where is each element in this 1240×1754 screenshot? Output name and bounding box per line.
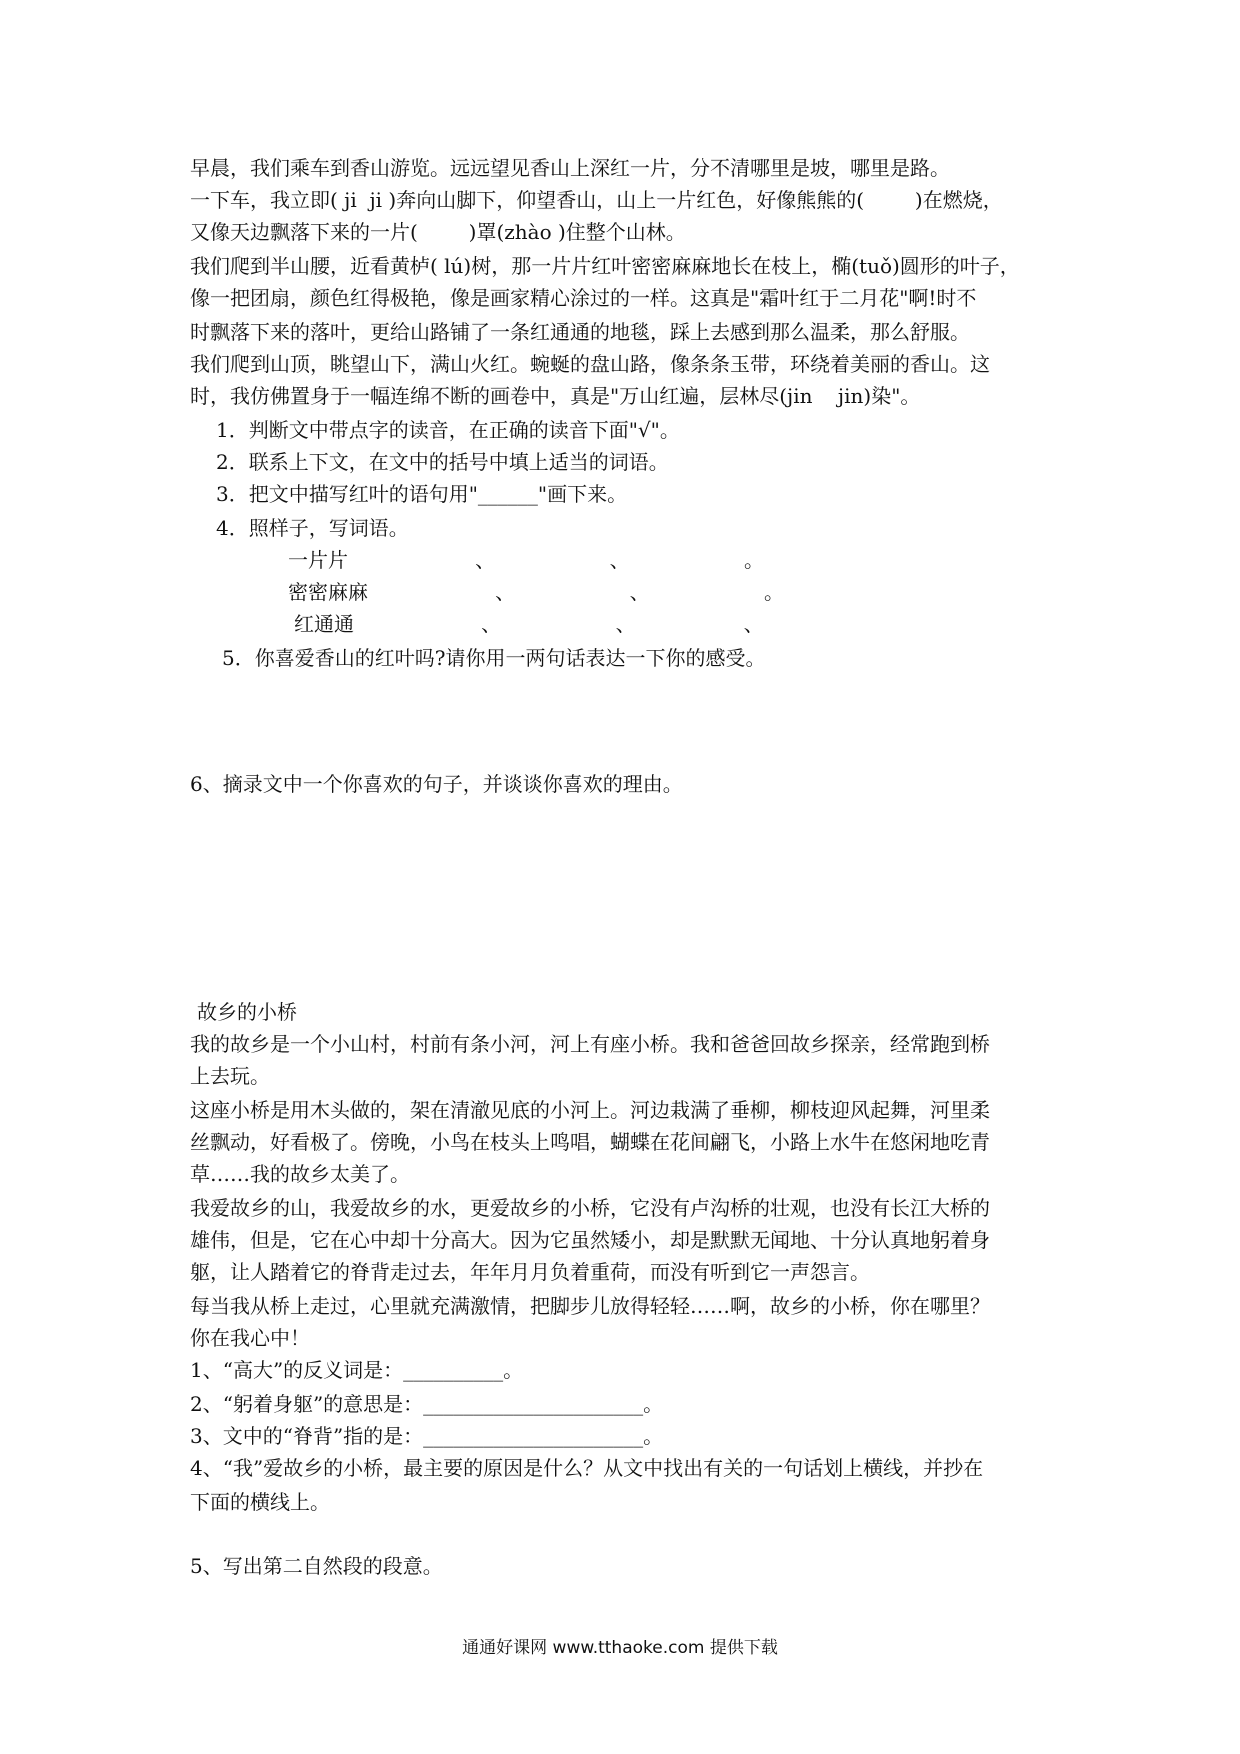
- page-footer: 通通好课网 www.tthaoke.com 提供下载: [462, 1638, 778, 1658]
- passage2-line-1: 我的故乡是一个小山村，村前有条小河，河上有座小桥。我和爸爸回故乡探亲，经常跑到桥: [190, 1032, 990, 1056]
- word-pattern-hongtongtong: 红通通 、 、 、: [294, 612, 764, 636]
- passage1-line-6: 时飘落下来的落叶，更给山路铺了一条红通通的地毯，踩上去感到那么温柔，那么舒服。: [190, 320, 970, 344]
- passage2-question-2: 2、“躬着身躯”的意思是：______________________。: [190, 1392, 664, 1416]
- passage2-title: 故乡的小桥: [197, 1000, 297, 1024]
- passage2-line-5: 草……我的故乡太美了。: [190, 1162, 410, 1186]
- word-pattern-yipianpian: 一片片 、 、 。: [288, 548, 765, 572]
- passage2-line-7: 雄伟，但是，它在心中却十分高大。因为它虽然矮小，却是默默无闻地、十分认真地躬着身: [190, 1228, 990, 1252]
- passage1-question-3: 3．把文中描写红叶的语句用"______"画下来。: [216, 482, 628, 506]
- passage2-line-9: 每当我从桥上走过，心里就充满激情，把脚步儿放得轻轻……啊，故乡的小桥，你在哪里？: [190, 1294, 990, 1318]
- passage2-line-2: 上去玩。: [190, 1064, 270, 1088]
- passage2-question-3: 3、文中的“脊背”指的是：______________________。: [190, 1424, 664, 1448]
- passage1-line-5: 像一把团扇，颜色红得极艳，像是画家精心涂过的一样。这真是"霜叶红于二月花"啊!时不: [190, 286, 977, 310]
- passage2-line-8: 躯，让人踏着它的脊背走过去，年年月月负着重荷，而没有听到它一声怨言。: [190, 1260, 870, 1284]
- passage2-line-3: 这座小桥是用木头做的，架在清澈见底的小河上。河边栽满了垂柳，柳枝迎风起舞，河里柔: [190, 1098, 990, 1122]
- passage1-question-6: 6、摘录文中一个你喜欢的句子，并谈谈你喜欢的理由。: [190, 772, 683, 796]
- passage1-question-1: 1．判断文中带点字的读音，在正确的读音下面"√"。: [216, 418, 680, 442]
- word-pattern-mimimama: 密密麻麻 、 、 。: [288, 580, 785, 604]
- passage1-line-1: 早晨，我们乘车到香山游览。远远望见香山上深红一片，分不清哪里是坡，哪里是路。: [190, 156, 950, 180]
- passage2-line-4: 丝飘动，好看极了。傍晚，小鸟在枝头上鸣唱，蝴蝶在花间翩飞，小路上水牛在悠闲地吃青: [190, 1130, 990, 1154]
- passage1-line-3: 又像天边飘落下来的一片( )罩(zhào )住整个山林。: [190, 220, 686, 244]
- passage1-line-7: 我们爬到山顶，眺望山下，满山火红。蜿蜒的盘山路，像条条玉带，环绕着美丽的香山。这: [190, 352, 990, 376]
- passage2-line-10: 你在我心中！: [190, 1326, 310, 1350]
- passage1-line-8: 时，我仿佛置身于一幅连绵不断的画卷中，真是"万山红遍，层林尽(jin jin)染"。: [190, 384, 921, 408]
- passage1-question-4: 4．照样子，写词语。: [216, 516, 409, 540]
- passage1-question-5: 5．你喜爱香山的红叶吗?请你用一两句话表达一下你的感受。: [222, 646, 766, 670]
- passage1-line-2: 一下车，我立即( ji ji )奔向山脚下，仰望香山，山上一片红色，好像熊熊的( )在燃烧，: [190, 188, 1003, 212]
- passage2-question-5: 5、写出第二自然段的段意。: [190, 1554, 443, 1578]
- passage2-question-4: 4、“我”爱故乡的小桥，最主要的原因是什么？从文中找出有关的一句话划上横线，并抄在: [190, 1456, 984, 1480]
- passage2-question-1: 1、“高大”的反义词是：__________。: [190, 1358, 524, 1382]
- passage1-question-2: 2．联系上下文，在文中的括号中填上适当的词语。: [216, 450, 669, 474]
- passage2-question-4-cont: 下面的横线上。: [190, 1490, 330, 1514]
- passage1-line-4: 我们爬到半山腰，近看黄栌( lú)树，那一片片红叶密密麻麻地长在枝上，椭(tuǒ)圆形的叶子，: [190, 254, 1020, 278]
- passage2-line-6: 我爱故乡的山，我爱故乡的水，更爱故乡的小桥，它没有卢沟桥的壮观，也没有长江大桥的: [190, 1196, 990, 1220]
